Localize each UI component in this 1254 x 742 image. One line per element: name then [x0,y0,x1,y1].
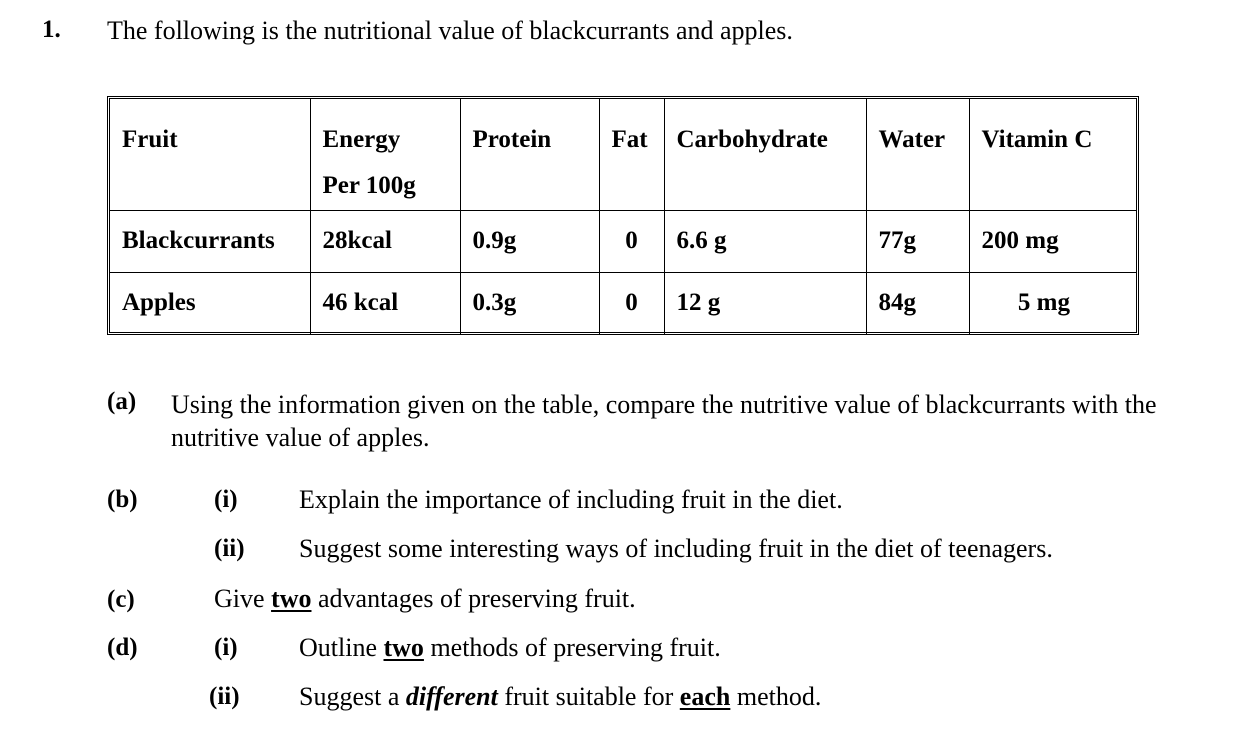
part-b-ii-label: (ii) [214,535,245,562]
part-c-text [214,584,636,614]
part-c-pre: Give [214,584,272,613]
part-d-ii-text [299,682,821,712]
header-energy-line1: Energy [322,126,401,153]
part-d-i-pre: Outline [299,633,384,662]
part-d-ii-italic: different [405,682,498,711]
header-energy-line2: Per 100g [322,172,416,199]
part-d-ii-mid: fruit suitable for [497,682,680,711]
part-d-ii-pre: Suggest a [299,682,406,711]
part-b-i-text: Explain the importance of including fruit in the diet. [299,485,843,514]
part-d-ii-emph: each [679,682,731,711]
question-number: 1. [42,16,61,43]
cell-energy: 28kcal [310,210,460,272]
cell-protein: 0.9g [460,210,599,272]
header-energy [310,99,460,210]
header-carbohydrate: Carbohydrate [664,99,866,210]
header-fat: Fat [599,99,664,210]
part-d-i-text [299,633,721,663]
cell-energy: 46 kcal [310,272,460,335]
cell-water: 77g [866,210,969,272]
cell-fruit: Blackcurrants [110,210,310,272]
header-protein: Protein [460,99,599,210]
part-d-i-post: methods of preserving fruit. [423,633,721,662]
part-c-post: advantages of preserving fruit. [311,584,636,613]
cell-fat: 0 [599,272,664,335]
table-header-row [110,99,1136,210]
cell-fat: 0 [599,210,664,272]
part-c-label: (c) [107,586,135,613]
header-fruit: Fruit [110,99,310,210]
part-d-i-emph: two [383,633,424,662]
cell-protein: 0.3g [460,272,599,335]
header-vitamin-c: Vitamin C [969,99,1136,210]
part-a-text: Using the information given on the table, compare the nutritive value of blackcurrants with the nutritive value of apples. [171,390,1157,452]
part-c-emph: two [271,584,312,613]
part-d-ii-label: (ii) [209,683,240,710]
table-row [110,272,1136,335]
header-water: Water [866,99,969,210]
cell-vitamin-c: 200 mg [969,210,1136,272]
part-b-i-label: (i) [214,486,238,513]
part-d-label: (d) [107,634,138,661]
part-b-label: (b) [107,486,138,513]
part-b-ii-text: Suggest some interesting ways of including fruit in the diet of teenagers. [299,534,1053,563]
cell-vitamin-c: 5 mg [969,272,1136,335]
nutrition-table [107,96,1139,335]
cell-carbohydrate: 12 g [664,272,866,335]
table-row [110,210,1136,272]
part-d-ii-post: method. [730,682,822,711]
cell-water: 84g [866,272,969,335]
cell-fruit: Apples [110,272,310,335]
question-intro: The following is the nutritional value of blackcurrants and apples. [107,16,793,45]
part-d-i-label: (i) [214,634,238,661]
cell-carbohydrate: 6.6 g [664,210,866,272]
part-a-label: (a) [107,388,137,415]
